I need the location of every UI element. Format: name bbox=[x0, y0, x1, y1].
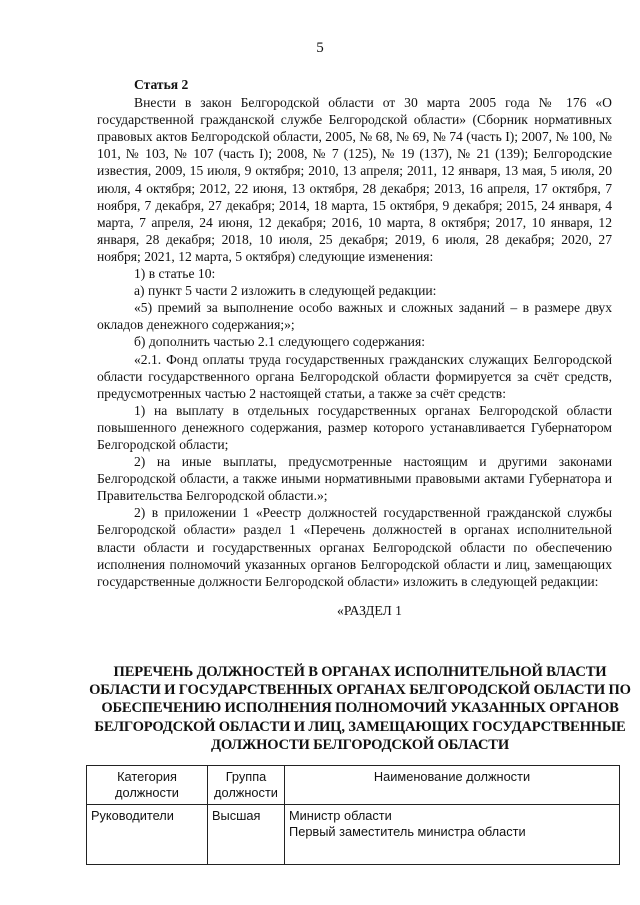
article-paragraph-item-2: 2) в приложении 1 «Реестр должностей государственной гражданской службы Белгородской области» раздел 1 «Перечень должностей в органах исполнительной власти области и государственных органах Белгородской области по обеспечению исполнения полномочий указанных органов Белгородской области и лиц, замещающих государственные должности Белгородской области» изложить в следующей редакции: bbox=[97, 505, 612, 589]
header-position-name: Наименование должности bbox=[285, 766, 620, 805]
cell-category: Руководители bbox=[87, 805, 208, 865]
article-paragraph-quote-5: «5) премий за выполнение особо важных и сложных заданий – в размере двух окладов денежного содержания;»; bbox=[97, 300, 612, 333]
article-paragraph-item-1: 1) в статье 10: bbox=[134, 266, 216, 282]
header-group: Группа должности bbox=[208, 766, 285, 805]
document-body bbox=[97, 76, 612, 619]
article-heading: Статья 2 bbox=[134, 77, 189, 92]
cell-positions bbox=[285, 805, 620, 865]
page-number: 5 bbox=[316, 40, 324, 56]
positions-table bbox=[86, 765, 620, 865]
article-paragraph-quote-2-1: «2.1. Фонд оплаты труда государственных гражданских служащих Белгородской области государственного органа Белгородской области формируется за счёт средств, предусмотренных частью 2 настоящей статьи, а также за счёт средств: bbox=[97, 351, 612, 401]
article-paragraph-subitem-1: 1) на выплату в отдельных государственных органах Белгородской области повышенного денежного содержания, размер которого устанавливается Губернатором Белгородской области; bbox=[97, 402, 612, 452]
table-header-row bbox=[87, 766, 620, 805]
section-title: ПЕРЕЧЕНЬ ДОЛЖНОСТЕЙ В ОРГАНАХ ИСПОЛНИТЕЛЬНОЙ ВЛАСТИ ОБЛАСТИ И ГОСУДАРСТВЕННЫХ ОРГАНАХ БЕЛГОРОДСКОЙ ОБЛАСТИ ПО ОБЕСПЕЧЕНИЮ ИСПОЛНЕНИЯ ПОЛНОМОЧИЙ УКАЗАННЫХ ОРГАНОВ БЕЛГОРОДСКОЙ ОБЛАСТИ И ЛИЦ, ЗАМЕЩАЮЩИХ ГОСУДАРСТВЕННЫЕ ДОЛЖНОСТИ БЕЛГОРОДСКОЙ ОБЛАСТИ bbox=[89, 664, 631, 753]
header-category: Категория должности bbox=[87, 766, 208, 805]
table-row bbox=[87, 805, 620, 865]
article-paragraph-subitem-2: 2) на иные выплаты, предусмотренные настоящим и другими законами Белгородской области, а также иными нормативными правовыми актами Губернатора и Правительства Белгородской области.»; bbox=[97, 454, 612, 504]
section-label: «РАЗДЕЛ 1 bbox=[337, 602, 402, 618]
cell-group: Высшая bbox=[208, 805, 285, 865]
article-paragraph-item-1b: б) дополнить частью 2.1 следующего содержания: bbox=[134, 334, 425, 350]
article-paragraph-intro: Внести в закон Белгородской области от 30 марта 2005 года № 176 «О государственной гражданской службе Белгородской области» (Сборник нормативных правовых актов Белгородской области, 2005, № 68, № 69, № 74 (часть I); 2007, № 100, № 101, № 103, № 107 (часть I); 2008, № 7 (125), № 19 (137), № 21 (139); Белгородские известия, 2009, 15 июля, 9 октября; 2010, 13 апреля; 2011, 12 января, 13 мая, 5 июля, 20 июля, 4 октября; 2012, 22 июня, 13 октября, 28 декабря; 2013, 16 апреля, 17 октября, 7 ноября, 7 декабря, 27 декабря; 2014, 18 марта, 15 октября, 9 декабря; 2015, 24 января, 4 марта, 7 апреля, 24 июня, 12 декабря; 2016, 10 марта, 8 октября; 2017, 10 января, 12 января, 28 декабря; 2018, 10 июля, 25 декабря; 2019, 6 июля, 28 декабря; 2020, 27 ноября; 2021, 12 марта, 5 октября) следующие изменения: bbox=[97, 95, 612, 264]
position-item: Министр области bbox=[289, 808, 392, 823]
article-paragraph-item-1a: а) пункт 5 части 2 изложить в следующей редакции: bbox=[134, 283, 437, 299]
position-item: Первый заместитель министра области bbox=[289, 824, 526, 839]
